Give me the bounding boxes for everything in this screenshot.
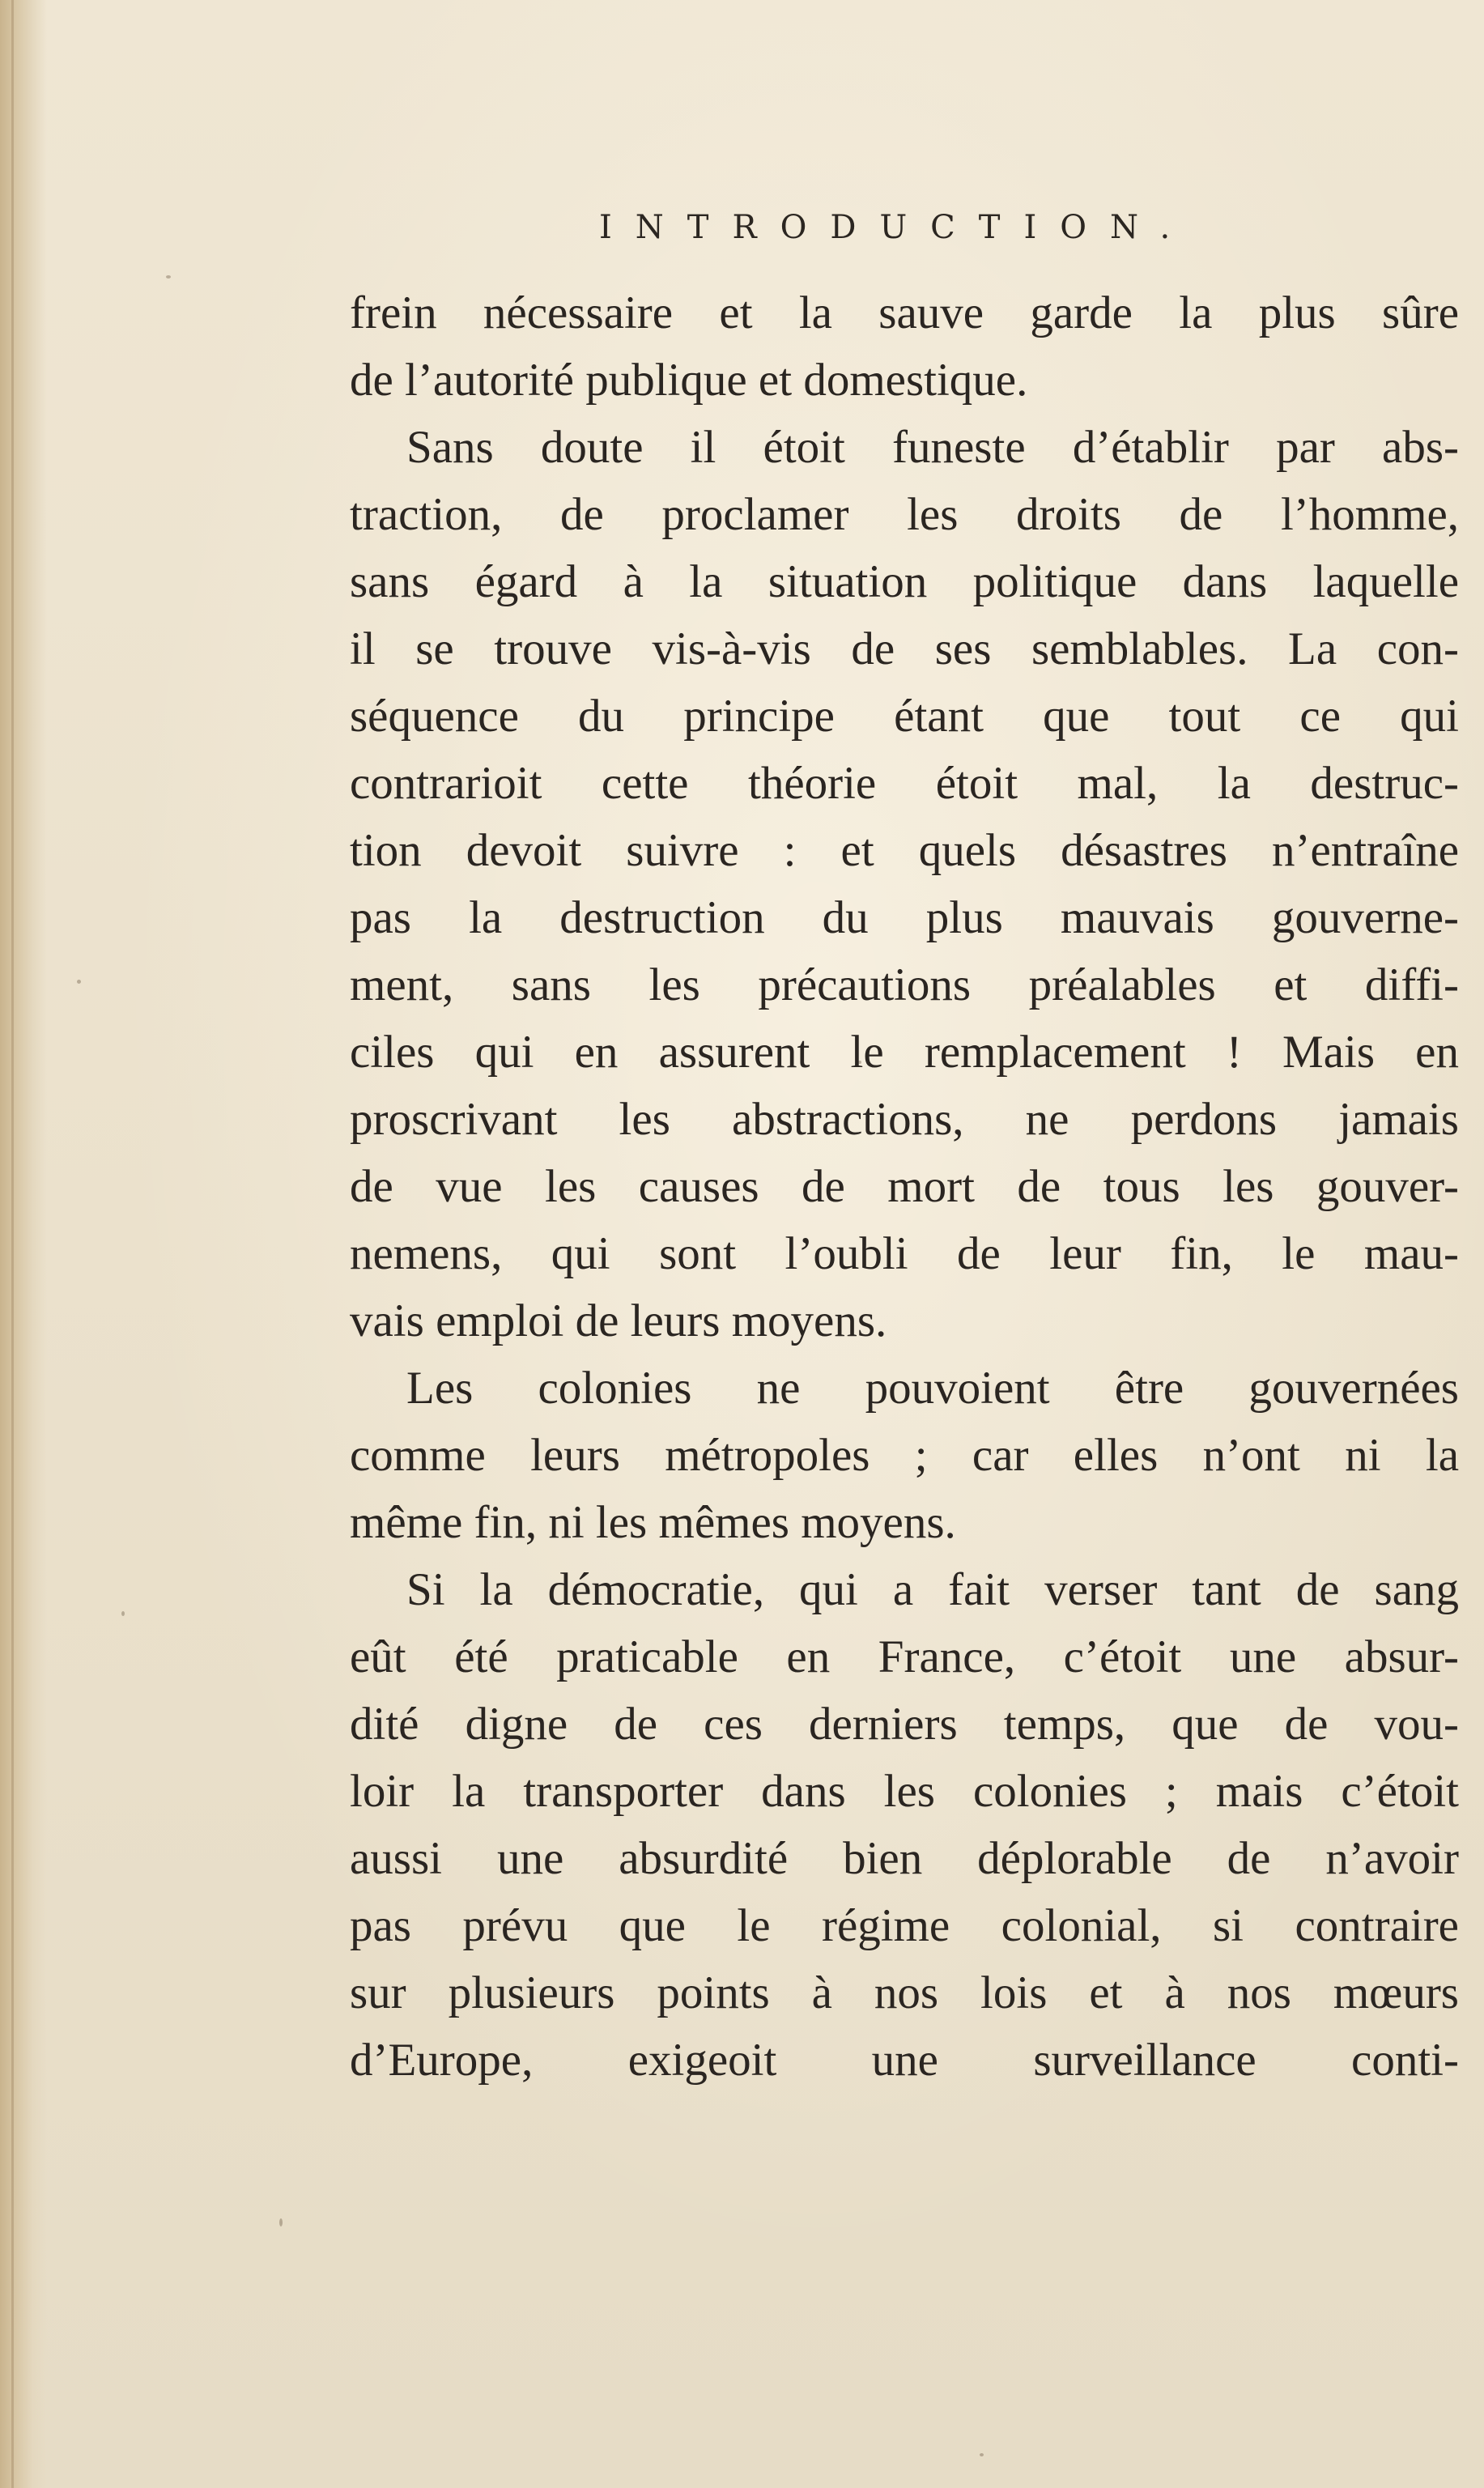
text-line: comme leurs métropoles ; car elles n’ont ni la — [350, 1430, 1459, 1481]
paper-speck — [77, 980, 81, 984]
text-line: sans égard à la situation politique dans laquelle — [350, 556, 1459, 607]
text-line: vais emploi de leurs moyens. — [350, 1295, 887, 1346]
text-line: de vue les causes de mort de tous les gouver- — [350, 1161, 1459, 1212]
running-head: INTRODUCTION. — [599, 209, 1194, 246]
text-line: contrarioit cette théorie étoit mal, la destruc- — [350, 758, 1459, 809]
text-line: séquence du principe étant que tout ce qui — [350, 691, 1459, 742]
paper-speck — [279, 2218, 283, 2226]
text-line: Sans doute il étoit funeste d’établir par abs- — [406, 422, 1459, 473]
paper-speck — [121, 1611, 125, 1616]
paragraph-1 — [350, 279, 1459, 414]
text-line: pas prévu que le régime colonial, si contraire — [350, 1900, 1459, 1951]
paragraph-3 — [350, 1355, 1459, 1556]
text-line: ciles qui en assurent le remplacement ! Mais en — [350, 1027, 1459, 1078]
gutter-crease — [11, 0, 14, 2488]
text-line: pas la destruction du plus mauvais gouverne- — [350, 892, 1459, 943]
paragraph-2 — [350, 414, 1459, 1355]
text-line: sur plusieurs points à nos lois et à nos mœurs — [350, 1967, 1459, 2018]
paper-speck — [166, 275, 171, 279]
body-text — [350, 279, 1459, 2094]
text-line: d’Europe, exigeoit une surveillance conti- — [350, 2035, 1459, 2086]
text-line: tion devoit suivre : et quels désastres n’entraîne — [350, 825, 1459, 876]
text-line: loir la transporter dans les colonies ; mais c’étoit — [350, 1766, 1459, 1817]
text-line: même fin, ni les mêmes moyens. — [350, 1497, 956, 1548]
text-line: il se trouve vis-à-vis de ses semblables. La con- — [350, 623, 1459, 674]
text-line: dité digne de ces derniers temps, que de vou- — [350, 1699, 1459, 1750]
text-line: ment, sans les précautions préalables et diffi- — [350, 959, 1459, 1010]
text-line: Les colonies ne pouvoient être gouvernées — [406, 1363, 1459, 1414]
text-line: nemens, qui sont l’oubli de leur fin, le mau- — [350, 1228, 1459, 1279]
text-line: aussi une absurdité bien déplorable de n’avoir — [350, 1833, 1459, 1884]
text-line: de l’autorité publique et domestique. — [350, 355, 1028, 406]
paragraph-4 — [350, 1556, 1459, 2094]
text-line: frein nécessaire et la sauve garde la plus sûre — [350, 287, 1459, 338]
paper-speck — [980, 2453, 984, 2456]
text-line: Si la démocratie, qui a fait verser tant de sang — [406, 1564, 1459, 1615]
text-line: eût été praticable en France, c’étoit une absur- — [350, 1631, 1459, 1682]
text-line: traction, de proclamer les droits de l’homme, — [350, 489, 1459, 540]
text-line: proscrivant les abstractions, ne perdons jamais — [350, 1094, 1459, 1145]
page-gutter — [0, 0, 47, 2488]
